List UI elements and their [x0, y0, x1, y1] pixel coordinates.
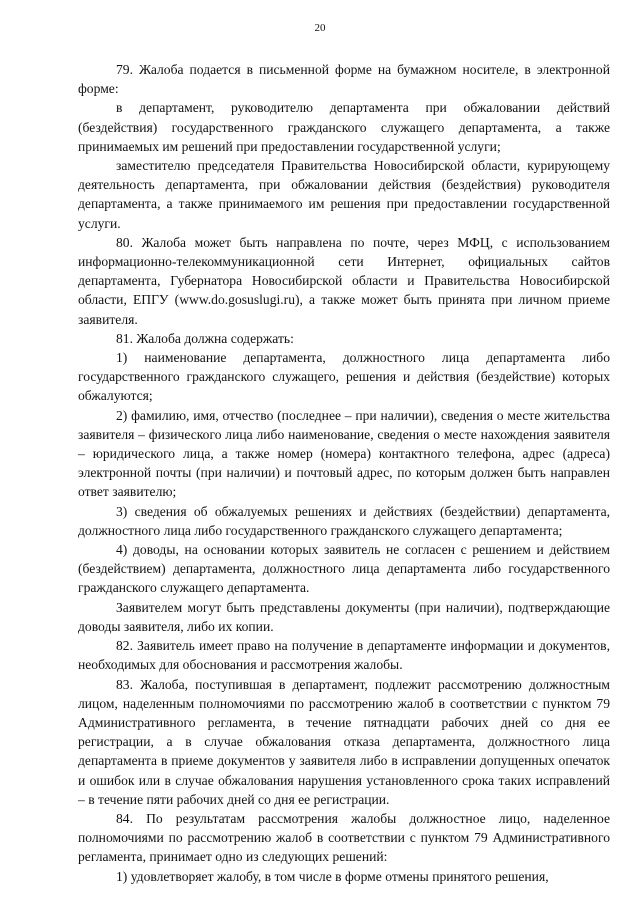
- paragraph-79-department: в департамент, руководителю департамента при обжаловании действий (бездействия) государственного гражданского служащего департамента, а также принимаемых им решений при предоставлении государственной услуги;: [78, 100, 610, 154]
- paragraph-84: 84. По результатам рассмотрения жалобы должностное лицо, наделенное полномочиями по рассмотрению жалоб в соответствии с пунктом 79 Административного регламента, принимает одно из следующих решений:: [78, 810, 610, 865]
- paragraph-83: 83. Жалоба, поступившая в департамент, подлежит рассмотрению должностным лицом, наделенным полномочиями по рассмотрению жалоб в соответствии с пунктом 79 Административного регламента, в течение пятнадцати рабочих дней со дня ее регистрации, а в случае обжалования отказа департамента, должностного лица департамента в приеме документов у заявителя либо в исправлении допущенных опечаток и ошибок или в случае обжалования нарушения установленного срока таких исправлений – в течение пяти рабочих дней со дня ее регистрации.: [78, 676, 610, 807]
- paragraph-81: 81. Жалоба должна содержать:: [116, 330, 294, 346]
- paragraph-81-item-4: 4) доводы, на основании которых заявитель не согласен с решением и действием (бездействием) департамента, должностного лица департамента либо государственного гражданского служащего департамента.: [78, 542, 610, 596]
- paragraph-84-item-1: 1) удовлетворяет жалобу, в том числе в форме отмены принятого решения,: [116, 868, 549, 884]
- paragraph-82: 82. Заявитель имеет право на получение в департаменте информации и документов, необходимых для обоснования и рассмотрения жалобы.: [78, 638, 610, 673]
- paragraph-79-deputy-chairman: заместителю председателя Правительства Новосибирской области, курирующему деятельность департамента, при обжаловании действия (бездействия) руководителя департамента, а также принимаемого им решения при предоставлении государственной услуги.: [78, 158, 610, 231]
- page-number: 20: [314, 22, 326, 34]
- paragraph-79: 79. Жалоба подается в письменной форме на бумажном носителе, в электронной форме:: [78, 62, 610, 97]
- paragraph-81-item-3: 3) сведения об обжалуемых решениях и действиях (бездействии) департамента, должностного лица либо государственного гражданского служащего департамента;: [78, 503, 610, 538]
- document-body: [78, 60, 610, 886]
- paragraph-80: 80. Жалоба может быть направлена по почте, через МФЦ, с использованием информационно-телекоммуникационной сети Интернет, официальных сайтов департамента, Губернатора Новосибирской области и Правительства Новосибирской области, ЕПГУ (www.do.gosuslugi.ru), а также может быть принята при личном приеме заявителя.: [78, 234, 610, 327]
- paragraph-81-item-1: 1) наименование департамента, должностного лица департамента либо государственного гражданского служащего, решения и действия (бездействие) которых обжалуются;: [78, 350, 610, 404]
- paragraph-81-item-2: 2) фамилию, имя, отчество (последнее – при наличии), сведения о месте жительства заявителя – физического лица либо наименование, сведения о месте нахождения заявителя – юридического лица, а также номер (номера) контактного телефона, адрес (адреса) электронной почты (при наличии) и почтовый адрес, по которым должен быть направлен ответ заявителю;: [78, 407, 610, 500]
- paragraph-81-documents: Заявителем могут быть представлены документы (при наличии), подтверждающие доводы заявителя, либо их копии.: [78, 599, 610, 634]
